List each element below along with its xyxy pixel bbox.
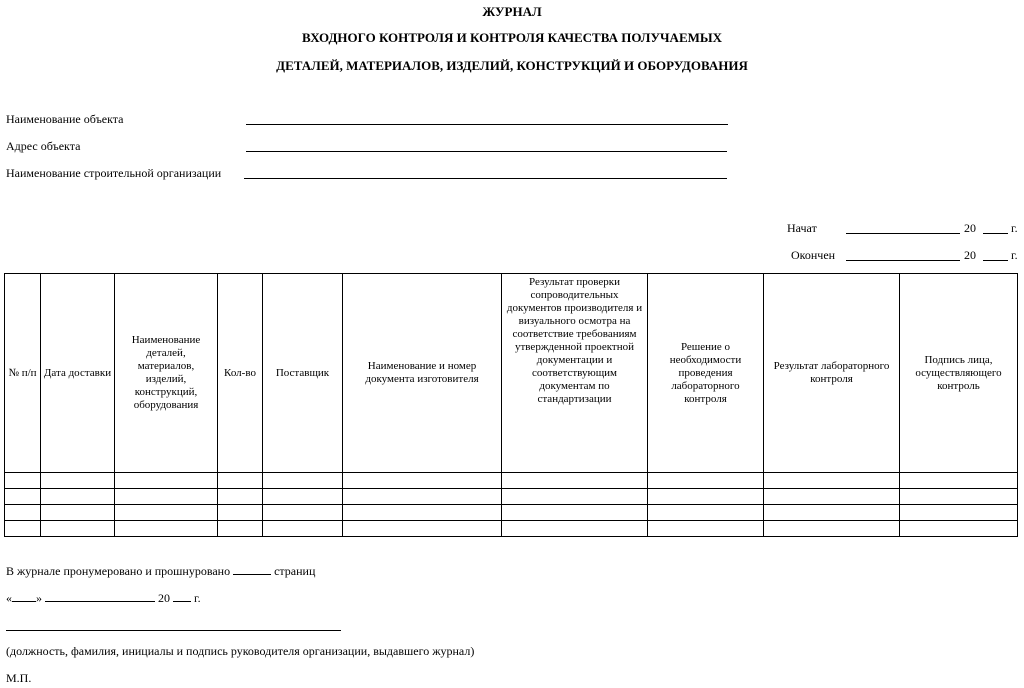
table-cell[interactable]	[764, 489, 900, 505]
page-count-field[interactable]	[233, 563, 271, 575]
col-header-manufacturer-document: Наименование и номер документа изготовителя	[343, 274, 502, 473]
ended-date-field[interactable]	[846, 260, 960, 261]
table-cell[interactable]	[41, 489, 115, 505]
table-cell[interactable]	[900, 489, 1018, 505]
table-cell[interactable]	[764, 521, 900, 537]
table-row	[5, 489, 1018, 505]
table-cell[interactable]	[41, 505, 115, 521]
table-cell[interactable]	[218, 521, 263, 537]
numbered-pages-prefix: В журнале пронумеровано и прошнуровано	[6, 564, 231, 578]
col-header-item-name: Наименование деталей, материалов, изделий, конструкций, оборудования	[115, 274, 218, 473]
table-cell[interactable]	[764, 473, 900, 489]
numbered-pages-suffix: страниц	[274, 564, 316, 578]
started-date-field[interactable]	[846, 233, 960, 234]
table-cell[interactable]	[343, 489, 502, 505]
started-year-prefix: 20	[964, 221, 976, 235]
col-header-number: № п/п	[5, 274, 41, 473]
table-cell[interactable]	[218, 489, 263, 505]
issue-month-field[interactable]	[45, 590, 155, 602]
table-cell[interactable]	[900, 473, 1018, 489]
table-cell[interactable]	[764, 505, 900, 521]
object-name-label: Наименование объекта	[6, 112, 124, 126]
table-cell[interactable]	[263, 505, 343, 521]
table-row	[5, 473, 1018, 489]
table-cell[interactable]	[41, 521, 115, 537]
table-cell[interactable]	[648, 489, 764, 505]
started-label: Начат	[787, 221, 817, 235]
ended-year-suffix: г.	[1011, 248, 1018, 262]
table-cell[interactable]	[502, 489, 648, 505]
table-cell[interactable]	[502, 521, 648, 537]
object-address-label: Адрес объекта	[6, 139, 81, 153]
numbered-pages-line	[6, 563, 315, 578]
table-cell[interactable]	[5, 505, 41, 521]
table-header-row	[5, 274, 1018, 473]
col-header-inspector-signature: Подпись лица, осуществляющего контроль	[900, 274, 1018, 473]
table-cell[interactable]	[900, 505, 1018, 521]
col-header-inspection-result: Результат проверки сопроводительных документов производителя и визуального осмотра на соответствие требованиям утвержденной проектной документации и соответствующим документам по стандартизации	[502, 274, 648, 473]
ended-year-prefix: 20	[964, 248, 976, 262]
journal-table	[4, 273, 1018, 537]
table-row	[5, 521, 1018, 537]
table-cell[interactable]	[218, 505, 263, 521]
table-cell[interactable]	[5, 489, 41, 505]
stamp-label: М.П.	[6, 671, 32, 685]
table-cell[interactable]	[218, 473, 263, 489]
table-cell[interactable]	[115, 505, 218, 521]
signature-caption: (должность, фамилия, инициалы и подпись руководителя организации, выдавшего журнал)	[6, 644, 475, 658]
col-header-quantity: Кол-во	[218, 274, 263, 473]
table-cell[interactable]	[263, 489, 343, 505]
object-address-field[interactable]	[246, 151, 727, 152]
col-header-lab-result: Результат лабораторного контроля	[764, 274, 900, 473]
table-cell[interactable]	[502, 505, 648, 521]
signature-line[interactable]	[6, 630, 341, 631]
journal-subtitle-line-1: ВХОДНОГО КОНТРОЛЯ И КОНТРОЛЯ КАЧЕСТВА ПОЛУЧАЕМЫХ	[301, 30, 723, 45]
table-cell[interactable]	[41, 473, 115, 489]
started-year-suffix: г.	[1011, 221, 1018, 235]
quote-open: «	[6, 591, 12, 605]
col-header-delivery-date: Дата доставки	[41, 274, 115, 473]
table-cell[interactable]	[502, 473, 648, 489]
ended-year-field[interactable]	[983, 260, 1008, 261]
table-cell[interactable]	[648, 521, 764, 537]
col-header-lab-decision: Решение о необходимости проведения лабораторного контроля	[648, 274, 764, 473]
quote-close: »	[36, 591, 42, 605]
table-cell[interactable]	[5, 473, 41, 489]
table-cell[interactable]	[343, 473, 502, 489]
table-cell[interactable]	[5, 521, 41, 537]
col-header-supplier: Поставщик	[263, 274, 343, 473]
table-cell[interactable]	[115, 473, 218, 489]
table-cell[interactable]	[648, 505, 764, 521]
issue-day-field[interactable]	[12, 590, 36, 602]
issue-year-suffix: г.	[194, 591, 201, 605]
table-cell[interactable]	[343, 521, 502, 537]
table-cell[interactable]	[115, 489, 218, 505]
table-cell[interactable]	[648, 473, 764, 489]
table-cell[interactable]	[900, 521, 1018, 537]
table-cell[interactable]	[343, 505, 502, 521]
issue-year-prefix: 20	[158, 591, 170, 605]
ended-label: Окончен	[791, 248, 836, 262]
table-cell[interactable]	[263, 473, 343, 489]
table-cell[interactable]	[263, 521, 343, 537]
issue-date-line	[6, 590, 201, 605]
object-name-field[interactable]	[246, 124, 728, 125]
table-row	[5, 505, 1018, 521]
journal-title: ЖУРНАЛ	[482, 4, 542, 19]
journal-subtitle-line-2: ДЕТАЛЕЙ, МАТЕРИАЛОВ, ИЗДЕЛИЙ, КОНСТРУКЦИЙ И ОБОРУДОВАНИЯ	[276, 58, 748, 73]
issue-year-field[interactable]	[173, 590, 191, 602]
construction-org-field[interactable]	[244, 178, 727, 179]
started-year-field[interactable]	[983, 233, 1008, 234]
construction-org-label: Наименование строительной организации	[6, 166, 222, 180]
table-cell[interactable]	[115, 521, 218, 537]
